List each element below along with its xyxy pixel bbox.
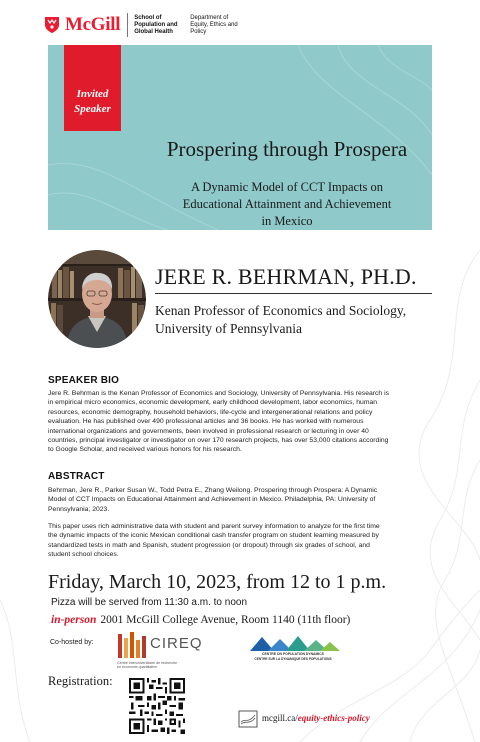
registration-qr-code[interactable]	[129, 678, 185, 734]
department-line: Equity, Ethics and	[190, 21, 238, 28]
event-location	[51, 614, 350, 626]
school-name	[134, 15, 184, 36]
website-base: mcgill.ca/	[262, 713, 298, 723]
subtitle-line: A Dynamic Model of CCT Impacts on	[190, 180, 384, 194]
cireq-sub-line: Centre interuniversitaire de recherche	[117, 661, 178, 665]
speaker-title-line: Kenan Professor of Economics and Sociology,	[155, 303, 407, 318]
citation-line: Model of CCT Impacts on Educational Attainment and Achievement in Mexico. Philadelphia, PA: University of	[48, 496, 376, 504]
talk-title: Prospering through Prospera	[166, 137, 408, 161]
website-link[interactable]	[262, 713, 370, 723]
in-person-label: in-person	[51, 614, 97, 626]
title-banner	[48, 45, 432, 230]
cireq-wordmark: CIREQ	[150, 635, 203, 652]
website-icon	[238, 710, 258, 728]
cireq-subtitle	[117, 661, 207, 669]
school-line: Population and	[134, 21, 178, 28]
cireq-sub-line: en économie quantitative	[117, 665, 157, 669]
institution-header	[44, 12, 242, 38]
bio-line: resources, economic demography, household behaviors, life-cycle and intergenerational relations and policy	[48, 408, 373, 416]
bio-line: in empirical micro economics, economic development, early childhood development, labor economics, human	[48, 399, 378, 407]
abstract-line: standardized tests in math and Spanish, student progression (or dropout) through six grades of school, and	[48, 541, 370, 549]
subtitle-line: Educational Attainment and Achievement	[182, 197, 392, 211]
talk-subtitle	[156, 179, 418, 230]
name-divider	[155, 293, 432, 294]
tag-line: Speaker	[74, 103, 111, 115]
bio-line: to Google Scholar, and received various honors for his research.	[48, 446, 242, 454]
cpd-name-fr: CENTRE SUR LA DYNAMIQUE DES POPULATIONS	[254, 656, 332, 661]
cireq-mark-icon	[117, 630, 147, 660]
website-path: equity-ethics-policy	[297, 713, 370, 723]
bio-line: Jere R. Behrman is the Kenan Professor of Economics and Sociology, University of Pennsylvania. His research is	[48, 390, 390, 397]
school-line: School of	[134, 14, 162, 21]
tag-line: Invited	[76, 88, 109, 100]
registration-label: Registration:	[48, 674, 113, 688]
bio-line: countries, principal investigator or investigator on over 170 research projects, has over 53,000 citations according	[48, 437, 389, 445]
cpd-mountains-icon	[244, 634, 342, 652]
speaker-name: JERE R. BEHRMAN, PH.D.	[155, 264, 417, 289]
subtitle-line: in Mexico	[261, 214, 313, 228]
invited-speaker-tag	[64, 45, 121, 131]
department-name	[190, 15, 242, 36]
abstract-line: the dynamic impacts of the iconic Mexican conditional cash transfer program on student learning measured by	[48, 532, 379, 540]
bio-heading: SPEAKER BIO	[48, 375, 120, 386]
mcgill-wordmark: McGill	[65, 14, 121, 35]
header-divider	[127, 13, 128, 37]
abstract-heading: ABSTRACT	[48, 471, 105, 482]
speaker-title-line: University of Pennsylvania	[155, 321, 302, 336]
mcgill-crest-icon	[44, 16, 60, 34]
cpd-logo	[244, 634, 342, 664]
citation-line: Behrman, Jere R., Parker Susan W., Todd Petra E., Zhang Weilong. Prospering through Prospera: A Dynamic	[48, 487, 378, 494]
speaker-photo	[48, 250, 146, 348]
cireq-logo	[117, 630, 233, 669]
bio-line: evaluation. He has published over 490 professional articles and 36 books. He has worked with numerous	[48, 418, 364, 426]
department-line: Policy	[190, 28, 207, 35]
pizza-note: Pizza will be served from 11:30 a.m. to noon	[51, 597, 248, 608]
event-date-time: Friday, March 10, 2023, from 12 to 1 p.m.	[48, 571, 387, 593]
bio-line: international organizations and governments, been involved in professional research or lecturing in over 40	[48, 427, 369, 435]
school-line: Global Health	[134, 28, 173, 35]
speaker-title	[155, 302, 435, 338]
abstract-line: student school choices.	[48, 551, 119, 559]
bio-text	[48, 389, 436, 455]
location-address: 2001 McGill College Avenue, Room 1140 (11th floor)	[100, 614, 351, 626]
cohost-label: Co-hosted by:	[50, 639, 94, 646]
cpd-name-en: CENTRE ON POPULATION DYNAMICS	[262, 652, 324, 656]
abstract-citation	[48, 486, 436, 514]
abstract-line: This paper uses rich administrative data with student and parent survey information to analyze for the first time	[48, 523, 380, 530]
citation-line: Pennsylvania; 2023.	[48, 505, 110, 513]
abstract-body	[48, 522, 436, 560]
department-line: Department of	[190, 14, 229, 21]
